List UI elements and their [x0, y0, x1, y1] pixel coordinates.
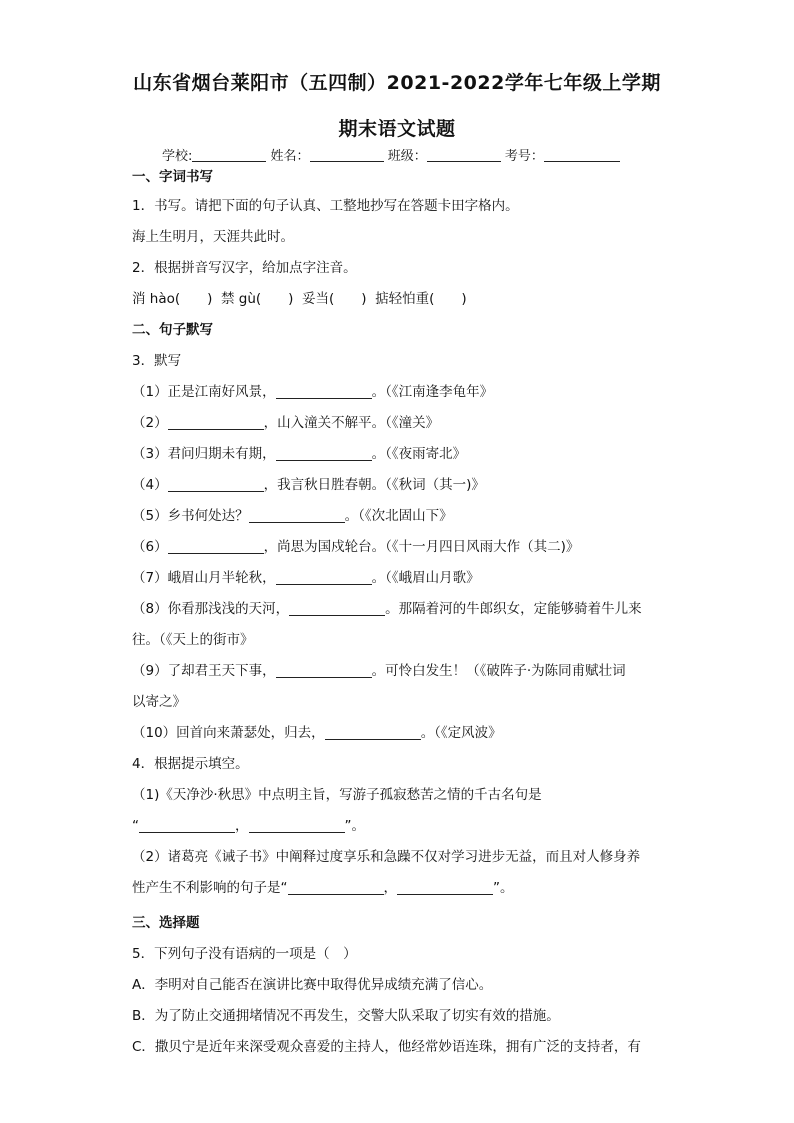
class-label: 班级：: [387, 149, 427, 164]
recite-item-post: 。（《峨眉山月歌》: [371, 570, 480, 586]
recite-item-pre: （3）君问归期未有期，: [132, 446, 276, 462]
question-4-1: （1)《天净沙·秋思》中点明主旨，写游子孤寂愁苦之情的千古名句是: [132, 787, 542, 803]
name-label: 姓名：: [270, 149, 310, 164]
question-1-sentence: 海上生明月，天涯共此时。: [132, 229, 294, 245]
question-4-1-blanks: [132, 814, 365, 834]
question-1: 1．书写。请把下面的句子认真、工整地抄写在答题卡田字格内。: [132, 198, 519, 214]
answer-blank[interactable]: [325, 725, 421, 740]
recite-item-post: 。（《夜雨寄北》: [371, 446, 467, 462]
answer-blank[interactable]: [139, 818, 235, 833]
answer-blank[interactable]: [276, 446, 372, 461]
recite-item: [132, 659, 626, 679]
recite-item-continuation: 往。（《天上的街市》: [132, 632, 254, 648]
question-2: 2．根据拼音写汉字，给加点字注音。: [132, 260, 357, 276]
recite-item-pre: （7）峨眉山月半轮秋，: [132, 570, 276, 586]
recite-item-post: ，我言秋日胜春朝。（《秋词（其一)》: [263, 477, 485, 493]
answer-blank[interactable]: [276, 663, 372, 678]
exam-no-field[interactable]: [544, 161, 620, 162]
recite-item-pre: （6）: [132, 539, 168, 555]
answer-blank[interactable]: [168, 415, 264, 430]
recite-item: [132, 721, 502, 741]
title-line-2: 期末语文试题: [338, 118, 456, 140]
recite-item: [132, 380, 493, 400]
comma: ，: [235, 818, 249, 834]
name-field[interactable]: [310, 161, 384, 162]
answer-blank[interactable]: [397, 880, 493, 895]
option-b[interactable]: B．为了防止交通拥堵情况不再发生，交警大队采取了切实有效的措施。: [132, 1008, 560, 1024]
section-heading: 一、字词书写: [132, 169, 213, 185]
section-heading: 三、选择题: [132, 915, 200, 931]
answer-blank[interactable]: [249, 818, 345, 833]
q4-2-pre: 性产生不利影响的句子是“: [132, 880, 288, 896]
class-field[interactable]: [427, 161, 501, 162]
answer-blank[interactable]: [168, 539, 264, 554]
recite-item-pre: （4）: [132, 477, 168, 493]
option-a[interactable]: A．李明对自己能否在演讲比赛中取得优异成绩充满了信心。: [132, 977, 493, 993]
recite-item-post: 。可怜白发生！（《破阵子·为陈同甫赋壮词: [371, 663, 626, 679]
question-5: 5．下列句子没有语病的一项是（ ）: [132, 946, 357, 962]
answer-blank[interactable]: [288, 880, 384, 895]
recite-item-pre: （8）你看那浅浅的天河，: [132, 601, 290, 617]
recite-item-post: 。（《江南逢李龟年》: [371, 384, 494, 400]
recite-item: [132, 535, 579, 555]
answer-blank[interactable]: [276, 570, 372, 585]
title-line-1: 山东省烟台莱阳市（五四制）2021-2022学年七年级上学期: [133, 72, 661, 94]
comma: ，: [383, 880, 397, 896]
recite-item-pre: （9）了却君王天下事，: [132, 663, 276, 679]
section-heading: 二、句子默写: [132, 322, 213, 338]
quote-close: ”。: [493, 880, 514, 896]
question-2-items: 消 hào( ) 禁 gù( ) 妥当( ) 掂轻怕重( ): [132, 291, 467, 307]
question-4-2: （2）诸葛亮《诫子书》中阐释过度享乐和急躁不仅对学习进步无益，而且对人修身养: [132, 849, 641, 865]
answer-blank[interactable]: [249, 508, 345, 523]
option-c[interactable]: C．撒贝宁是近年来深受观众喜爱的主持人，他经常妙语连珠，拥有广泛的支持者，有: [132, 1039, 641, 1055]
school-label: 学校:: [162, 149, 193, 164]
question-4: 4．根据提示填空。: [132, 756, 249, 772]
school-field[interactable]: [192, 161, 266, 162]
recite-item-post: 。那隔着河的牛郎织女，定能够骑着牛儿来: [385, 601, 642, 617]
answer-blank[interactable]: [168, 477, 264, 492]
answer-blank[interactable]: [289, 601, 385, 616]
recite-item-pre: （5）乡书何处达？: [132, 508, 249, 524]
recite-item-post: ，尚思为国戍轮台。（《十一月四日风雨大作（其二)》: [263, 539, 580, 555]
recite-item-post: ，山入潼关不解平。（《潼关》: [263, 415, 440, 431]
recite-item-post: 。（《定风波》: [420, 725, 502, 741]
recite-item-continuation: 以寄之》: [132, 694, 186, 710]
question-3: 3．默写: [132, 353, 182, 369]
exam-no-label: 考号：: [504, 149, 544, 164]
recite-item-pre: （10）回首向来萧瑟处，归去，: [132, 725, 325, 741]
recite-item-pre: （1）正是江南好风景，: [132, 384, 276, 400]
recite-item-post: 。（《次北固山下》: [344, 508, 453, 524]
recite-item: [132, 473, 485, 493]
recite-item-pre: （2）: [132, 415, 168, 431]
recite-item: [132, 597, 642, 617]
student-info-row: [162, 145, 620, 164]
quote-open: “: [132, 818, 139, 834]
question-4-2-blanks: [132, 876, 514, 896]
quote-close: ”。: [344, 818, 365, 834]
recite-item: [132, 411, 439, 431]
recite-item: [132, 566, 480, 586]
recite-item: [132, 442, 466, 462]
recite-item: [132, 504, 453, 524]
answer-blank[interactable]: [276, 384, 372, 399]
